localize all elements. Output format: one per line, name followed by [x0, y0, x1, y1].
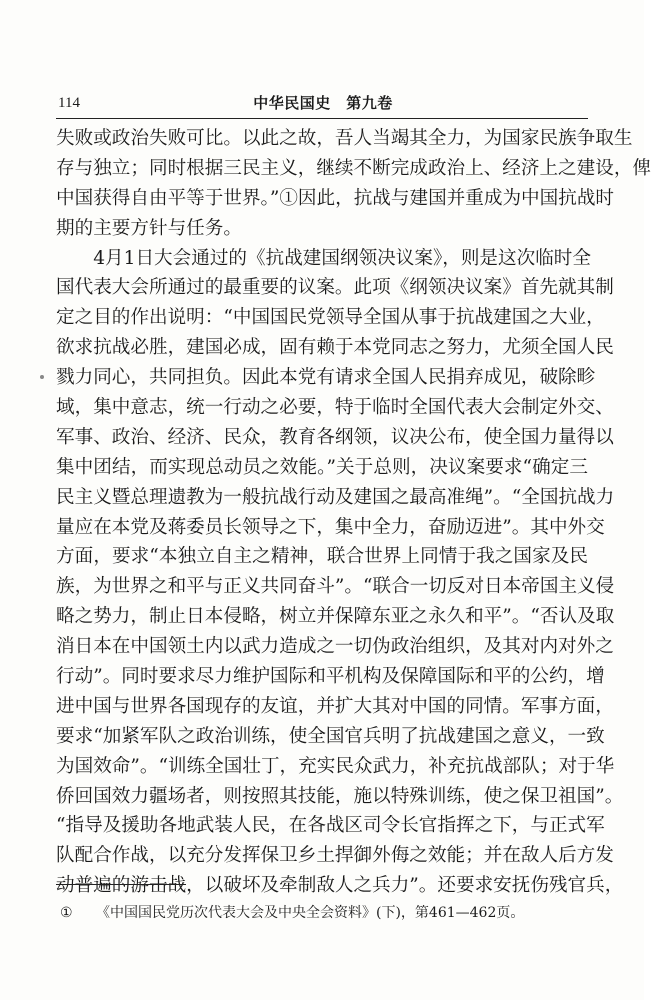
footnote: [60, 902, 588, 924]
header-rule: [56, 118, 588, 119]
page-number: 114: [58, 95, 80, 111]
footnote-text: 《中国国民党历次代表大会及中央全会资料》(下)，第461—462页。: [96, 905, 525, 921]
text-line: 动普遍的游击战，以破坏及牵制敌人之兵力”。还要求安抚伤残官兵，: [56, 875, 624, 897]
text-line: 为国效命”。“训练全国壮丁，充实民众武力，补充抗战部队；对于华: [56, 755, 615, 777]
page-header: [58, 92, 588, 116]
text-line: 要求“加紧军队之政治训练，使全国官兵明了抗战建国之意义，一致: [56, 725, 605, 747]
footnote-marker: ①: [60, 905, 73, 921]
text-line: 集中团结，而实现总动员之效能。”关于总则，决议案要求“确定三: [56, 456, 588, 478]
text-line: “指导及援助各地武装人民，在各战区司令长官指挥之下，与正式军: [56, 815, 605, 837]
text-line: 失败或政治失败可比。以此之故，吾人当竭其全力，为国家民族争取生: [56, 128, 633, 149]
running-title: 中华民国史 第九卷: [253, 94, 393, 112]
text-line: 军事、政治、经济、民众，教育各纲领，议决公布，使全国力量得以: [56, 426, 614, 448]
body-text: [56, 124, 651, 901]
text-line: 消日本在中国领土内以武力造成之一切伪政治组织，及其对内对外之: [56, 636, 614, 658]
text-line: 进中国与世界各国现存的友谊，并扩大其对中国的同情。军事方面，: [56, 695, 614, 717]
text-line: 略之势力，制止日本侵略，树立并保障东亚之永久和平”。“否认及取: [56, 606, 615, 628]
text-line: 量应在本党及蒋委员长领导之下，集中全力，奋励迈进”。其中外交: [56, 516, 605, 538]
text-line: 4月1日大会通过的《抗战建国纲领决议案》，则是这次临时全: [56, 247, 591, 269]
text-line: 队配合作战，以充分发挥保卫乡土捍御外侮之效能；并在敌人后方发: [56, 845, 614, 867]
text-line: 侨回国效力疆场者，则按照其技能，施以特殊训练，使之保卫祖国”。: [56, 785, 624, 807]
text-line: 方面，要求“本独立自主之精神，联合世界上同情于我之国家及民: [56, 546, 588, 568]
footnote-rule: [56, 884, 186, 885]
text-line: 行动”。同时要求尽力维护国际和平机构及保障国际和平的公约，增: [56, 666, 605, 688]
margin-speck: [40, 375, 44, 379]
text-line: 定之目的作出说明：“中国国民党领导全国从事于抗战建国之大业，: [56, 307, 605, 329]
text-line: 中国获得自由平等于世界。”①因此，抗战与建国并重成为中国抗战时: [56, 187, 615, 209]
text-line: 域，集中意志，统一行动之必要，特于临时全国代表大会制定外交、: [56, 397, 614, 419]
text-line: 戮力同心，共同担负。因此本党有请求全国人民捐弃成见，破除畛: [56, 367, 596, 389]
text-line: 存与独立；同时根据三民主义，继续不断完成政治上、经济上之建设，俾: [56, 157, 651, 179]
text-line: 欲求抗战必胜，建国必成，固有赖于本党同志之努力，尤须全国人民: [56, 337, 614, 359]
text-line: 期的主要方针与任务。: [56, 217, 242, 239]
text-line: 国代表大会所通过的最重要的议案。此项《纲领决议案》首先就其制: [56, 277, 614, 299]
text-line: 民主义暨总理遗教为一般抗战行动及建国之最高准绳”。“全国抗战力: [56, 486, 615, 508]
text-line: 族，为世界之和平与正义共同奋斗”。“联合一切反对日本帝国主义侵: [56, 576, 615, 598]
